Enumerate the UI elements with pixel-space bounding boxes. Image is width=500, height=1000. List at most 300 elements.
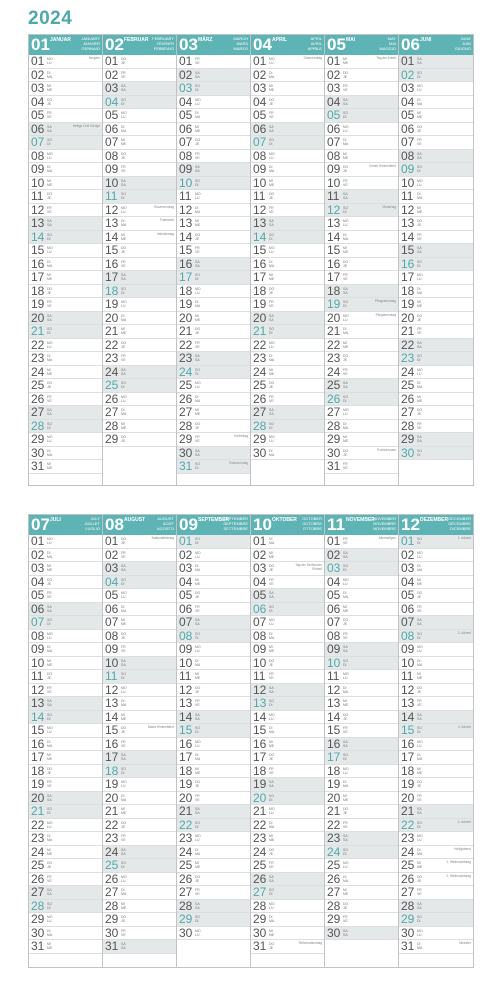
month-header: [103, 515, 176, 535]
day-row: [177, 460, 250, 474]
weekday-label: DO JE: [269, 97, 275, 106]
day-number: 29: [105, 433, 119, 446]
day-row: [177, 217, 250, 231]
day-number: 24: [253, 365, 267, 379]
weekday-label: DO JE: [47, 286, 53, 295]
day-number: 18: [31, 284, 45, 298]
weekday-label: SA SA: [417, 151, 422, 160]
holiday-label: Fastnacht: [160, 218, 174, 222]
holiday-label: 2. Advent: [457, 630, 471, 635]
day-number: 08: [179, 629, 193, 643]
weekday-label: SA SA: [195, 259, 200, 268]
weekday-label: SO DI: [47, 138, 53, 146]
day-row: [399, 886, 473, 900]
day-number: 13: [253, 217, 267, 230]
day-number: 11: [105, 670, 118, 683]
day-row: [103, 379, 176, 393]
weekday-label: MO LU: [195, 381, 201, 389]
day-row: [29, 177, 102, 191]
weekday-label: DO JE: [121, 340, 127, 349]
day-number: 23: [401, 832, 415, 845]
day-row: [251, 859, 324, 873]
holiday-label: Fronleichnam: [376, 447, 396, 452]
weekday-label: SA SA: [269, 313, 274, 322]
day-row: [29, 873, 102, 887]
day-number: 03: [327, 82, 341, 95]
day-row: [103, 724, 176, 738]
day-row: [399, 447, 473, 461]
weekday-label: DI MA: [417, 942, 423, 950]
weekday-label: MI ME: [47, 658, 53, 667]
day-row: [325, 792, 398, 806]
month-translations: MARCH MARS MARZO: [233, 36, 248, 51]
day-number: 04: [253, 95, 267, 109]
day-number: 01: [401, 535, 415, 548]
day-number: 10: [253, 176, 267, 190]
day-number: 05: [179, 589, 193, 602]
holiday-label: Karfreitag: [234, 434, 248, 438]
day-row: [251, 271, 324, 285]
month-column-09: [177, 515, 251, 967]
day-row: [103, 846, 176, 860]
day-row: [177, 312, 250, 326]
weekday-label: SA SA: [343, 192, 348, 200]
weekday-label: DO JE: [121, 151, 127, 160]
day-row: [399, 69, 473, 83]
day-row: [177, 271, 250, 285]
day-number: 10: [179, 656, 193, 670]
holiday-label: Tag der Arbeit: [376, 56, 396, 60]
day-row: [177, 352, 250, 366]
weekday-label: MO LU: [121, 111, 127, 119]
day-row: [177, 711, 250, 725]
weekday-label: FR VE: [121, 645, 126, 653]
day-number: 01: [105, 535, 119, 548]
day-number: 13: [31, 697, 45, 710]
weekday-label: MI ME: [121, 232, 127, 241]
day-row: [177, 657, 250, 671]
weekday-label: FR VE: [417, 138, 422, 146]
day-row: [29, 190, 102, 204]
day-row: [29, 751, 102, 765]
day-number: 06: [327, 602, 341, 616]
weekday-label: DI MA: [47, 448, 53, 457]
day-number: 08: [401, 149, 415, 163]
weekday-label: SO DI: [417, 537, 423, 545]
day-number: 23: [105, 352, 119, 365]
day-number: 01: [179, 55, 193, 68]
day-number: 12: [179, 203, 193, 217]
day-number: 11: [179, 190, 192, 203]
weekday-label: FR VE: [47, 874, 52, 883]
weekday-label: MI ME: [417, 205, 423, 214]
day-number: 21: [105, 325, 119, 338]
day-row: [325, 82, 398, 96]
weekday-label: FR VE: [343, 178, 348, 187]
day-row: [103, 150, 176, 164]
day-number: 13: [401, 217, 415, 230]
day-row: [177, 805, 250, 819]
day-number: 12: [327, 203, 341, 217]
day-row: [325, 231, 398, 245]
weekday-label: SA SA: [121, 178, 126, 187]
day-row: [29, 913, 102, 927]
day-row: [325, 325, 398, 339]
weekday-label: MI ME: [195, 577, 201, 586]
day-row: [103, 751, 176, 765]
day-number: 02: [31, 68, 45, 82]
day-number: 02: [253, 548, 267, 562]
day-number: 05: [327, 109, 341, 122]
day-row: [177, 927, 250, 941]
day-row: [177, 298, 250, 312]
day-row: [177, 433, 250, 447]
weekday-label: SO DI: [269, 699, 275, 707]
day-row: [177, 697, 250, 711]
weekday-label: DI MA: [417, 753, 423, 761]
weekday-label: DI MA: [269, 448, 275, 457]
weekday-label: FR VE: [343, 537, 348, 545]
day-row: [325, 900, 398, 914]
day-number: 19: [179, 298, 193, 311]
day-row: [251, 832, 324, 846]
day-number: 26: [401, 392, 415, 406]
day-number: 22: [105, 818, 119, 832]
weekday-label: FR VE: [195, 246, 200, 254]
weekday-label: SA SA: [47, 408, 52, 416]
day-row: [399, 109, 473, 123]
day-number: 26: [105, 392, 119, 406]
day-row: [399, 616, 473, 630]
weekday-label: SO DI: [343, 753, 349, 761]
holiday-label: Ostersonntag: [228, 461, 248, 465]
day-row: [29, 447, 102, 461]
weekday-label: FR VE: [121, 354, 126, 362]
day-number: 07: [401, 136, 415, 149]
day-number: 11: [401, 190, 414, 203]
weekday-label: FR VE: [195, 888, 200, 896]
weekday-label: FR VE: [269, 766, 274, 775]
month-name: AUGUST: [124, 517, 146, 523]
weekday-label: SA SA: [121, 273, 126, 281]
day-row: [177, 913, 250, 927]
weekday-label: MO LU: [195, 192, 201, 200]
day-number: 26: [327, 872, 341, 886]
day-row: [177, 549, 250, 563]
day-row: [251, 886, 324, 900]
weekday-label: MI ME: [269, 834, 275, 842]
weekday-label: DI MA: [121, 888, 127, 896]
day-row: [177, 447, 250, 461]
day-number: 21: [253, 805, 267, 818]
day-row: [29, 433, 102, 447]
day-row: [103, 927, 176, 941]
day-number: 19: [31, 298, 45, 311]
day-number: 16: [31, 257, 45, 271]
day-row: [103, 136, 176, 150]
day-number: 24: [327, 365, 341, 379]
day-row: [177, 832, 250, 846]
weekday-label: SA SA: [343, 550, 348, 559]
month-number: 12: [401, 515, 420, 534]
day-number: 19: [105, 778, 119, 791]
day-row: [177, 82, 250, 96]
day-row: [399, 298, 473, 312]
day-row: [325, 913, 398, 927]
day-row: [251, 55, 324, 69]
day-number: 16: [105, 737, 119, 751]
day-number: 24: [327, 845, 341, 859]
weekday-label: DI MA: [269, 537, 275, 545]
day-row: [399, 352, 473, 366]
day-row: [325, 460, 398, 474]
day-row: [29, 657, 102, 671]
day-row: [325, 576, 398, 590]
weekday-label: SA SA: [47, 124, 52, 133]
holiday-label: Allerheiligen: [378, 536, 396, 540]
month-name: NOVEMBER: [346, 517, 375, 523]
day-row: [29, 96, 102, 110]
month-column-05: [325, 35, 399, 485]
day-number: 16: [401, 257, 415, 271]
month-number: 07: [31, 515, 50, 534]
weekday-label: MO LU: [417, 834, 423, 842]
day-number: 21: [253, 325, 267, 338]
day-row: [251, 940, 324, 954]
month-number: 09: [179, 515, 198, 534]
day-row: [177, 55, 250, 69]
weekday-label: SA SA: [47, 699, 52, 707]
day-number: 08: [31, 629, 45, 643]
day-number: 04: [327, 95, 341, 109]
day-number: 12: [253, 203, 267, 217]
day-row: [29, 231, 102, 245]
day-number: 25: [179, 859, 193, 872]
day-number: 04: [327, 575, 341, 589]
weekday-label: SA SA: [195, 448, 200, 457]
day-number: 07: [31, 616, 45, 629]
day-row: [325, 927, 398, 941]
weekday-label: SA SA: [269, 685, 274, 694]
day-number: 25: [253, 859, 267, 872]
day-number: 21: [105, 805, 119, 818]
day-row: [251, 312, 324, 326]
day-row: [103, 859, 176, 873]
day-row: [325, 447, 398, 461]
weekday-label: MO LU: [47, 246, 53, 254]
day-row: [325, 819, 398, 833]
day-number: 14: [401, 230, 415, 244]
weekday-label: DO JE: [195, 685, 201, 694]
day-row: [325, 738, 398, 752]
day-row: [399, 832, 473, 846]
day-row: [29, 832, 102, 846]
month-header: [177, 35, 250, 55]
day-row: [251, 109, 324, 123]
weekday-label: SO DI: [269, 421, 275, 430]
day-row: [103, 900, 176, 914]
day-row: [177, 724, 250, 738]
day-row: [399, 684, 473, 698]
holiday-label: 4. Advent: [457, 819, 471, 824]
weekday-label: FR VE: [343, 84, 348, 92]
day-row: [251, 711, 324, 725]
day-number: 10: [327, 656, 341, 670]
weekday-label: SO DI: [269, 232, 275, 241]
month-column-06: [399, 35, 473, 485]
day-row: [103, 244, 176, 258]
day-number: 22: [253, 338, 267, 352]
day-number: 21: [327, 325, 341, 338]
day-row: [177, 630, 250, 644]
weekday-label: DI MA: [269, 820, 275, 829]
day-number: 07: [253, 616, 267, 629]
holiday-label: Reformationstag: [298, 941, 322, 945]
day-row: [103, 109, 176, 123]
day-number: 31: [105, 940, 119, 953]
month-number: 05: [327, 35, 346, 54]
weekday-label: SO DI: [269, 793, 275, 802]
day-number: 18: [401, 764, 415, 778]
day-number: 21: [31, 805, 45, 818]
day-number: 05: [31, 589, 45, 602]
day-row: [399, 204, 473, 218]
weekday-label: SA SA: [121, 847, 126, 856]
day-number: 17: [327, 751, 341, 764]
weekday-label: MO LU: [343, 313, 349, 322]
day-row: [251, 366, 324, 380]
weekday-label: MO LU: [269, 712, 275, 721]
day-row: [399, 697, 473, 711]
day-row: [103, 312, 176, 326]
day-number: 11: [253, 670, 266, 683]
weekday-label: SO DI: [195, 915, 201, 923]
day-number: 11: [327, 190, 340, 203]
weekday-label: DI MA: [195, 300, 201, 308]
weekday-label: DO JE: [195, 780, 201, 788]
day-row: [29, 366, 102, 380]
day-row: [399, 82, 473, 96]
weekday-label: DI MA: [269, 259, 275, 268]
month-column-01: [29, 35, 103, 485]
day-row: [251, 82, 324, 96]
weekday-label: MO LU: [121, 874, 127, 883]
day-number: 15: [105, 724, 119, 737]
weekday-label: DI MA: [269, 354, 275, 362]
weekday-label: SA SA: [47, 313, 52, 322]
weekday-label: SA SA: [47, 888, 52, 896]
weekday-label: DI MA: [343, 421, 349, 430]
day-number: 14: [31, 230, 45, 244]
day-number: 28: [105, 899, 119, 913]
day-number: 03: [253, 82, 267, 95]
weekday-label: MO LU: [121, 591, 127, 599]
day-row: [29, 562, 102, 576]
day-number: 07: [253, 136, 267, 149]
day-row: [29, 420, 102, 434]
day-number: 21: [31, 325, 45, 338]
weekday-label: FR VE: [121, 928, 126, 937]
day-number: 13: [327, 217, 341, 230]
day-row: [251, 805, 324, 819]
weekday-label: SO DI: [269, 138, 275, 146]
weekday-label: DO JE: [343, 807, 349, 815]
weekday-label: DI MA: [47, 259, 53, 268]
day-row: [177, 576, 250, 590]
day-number: 01: [327, 535, 341, 548]
weekday-label: SO DI: [343, 111, 349, 119]
day-row: [251, 576, 324, 590]
weekday-label: SA SA: [195, 618, 200, 626]
weekday-label: SA SA: [121, 753, 126, 761]
day-number: 08: [327, 629, 341, 643]
day-number: 20: [105, 311, 119, 325]
weekday-label: DO JE: [47, 766, 53, 775]
day-row: [29, 792, 102, 806]
weekday-label: DO JE: [121, 915, 127, 923]
day-number: 13: [179, 697, 193, 710]
day-number: 29: [105, 913, 119, 926]
weekday-label: MI ME: [269, 273, 275, 281]
day-number: 15: [327, 724, 341, 737]
day-row: [325, 805, 398, 819]
day-row: [399, 244, 473, 258]
day-row: [251, 738, 324, 752]
day-number: 01: [253, 55, 267, 68]
weekday-label: DI MA: [195, 205, 201, 214]
day-row: [325, 123, 398, 137]
day-number: 29: [253, 433, 267, 446]
day-row: [325, 657, 398, 671]
day-number: 12: [105, 683, 119, 697]
day-number: 09: [31, 643, 45, 656]
weekday-label: DI MA: [121, 124, 127, 133]
day-row: [177, 69, 250, 83]
day-row: [399, 393, 473, 407]
weekday-label: SO DI: [417, 70, 423, 79]
weekday-label: MI ME: [343, 699, 349, 707]
day-row: [325, 433, 398, 447]
weekday-label: DI MA: [417, 97, 423, 106]
weekday-label: MI ME: [195, 219, 201, 227]
day-number: 07: [327, 136, 341, 149]
day-row: [29, 589, 102, 603]
day-number: 08: [253, 149, 267, 163]
day-row: [325, 670, 398, 684]
day-number: 05: [401, 109, 415, 122]
holiday-label: Heiligabend: [454, 846, 471, 851]
day-number: 30: [401, 926, 415, 940]
weekday-label: MO LU: [47, 151, 53, 160]
weekday-label: DI MA: [269, 726, 275, 734]
weekday-label: DI MA: [195, 658, 201, 667]
day-number: 26: [179, 872, 193, 886]
day-row: [177, 366, 250, 380]
day-row: [29, 630, 102, 644]
day-row: [325, 724, 398, 738]
holiday-label: Muttertag: [382, 204, 396, 209]
day-row: [325, 535, 398, 549]
day-number: 30: [253, 926, 267, 940]
weekday-label: DO JE: [269, 847, 275, 856]
weekday-label: FR VE: [343, 367, 348, 376]
weekday-label: FR VE: [269, 205, 274, 214]
day-row: [103, 420, 176, 434]
day-row: [325, 616, 398, 630]
month-column-02: [103, 35, 177, 485]
weekday-label: MI ME: [195, 861, 201, 869]
day-row: [177, 562, 250, 576]
